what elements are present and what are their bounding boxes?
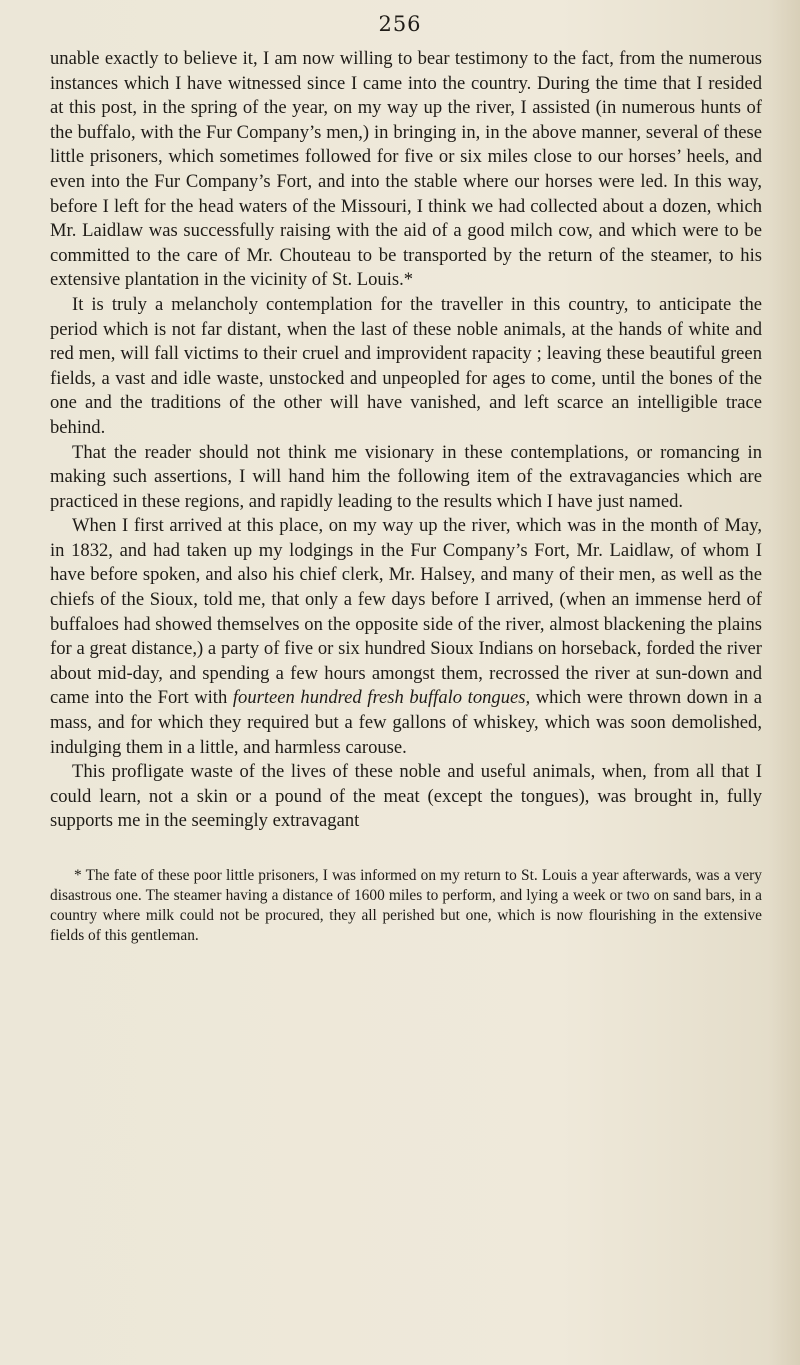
paragraph-4 [50,514,762,760]
paragraph-4-italic-text: fourteen hundred fresh buffalo tongues, [232,687,531,709]
paragraph-4-text-after: which were thrown down in a mass, and for which they required but a few gallons of whiskey, which was soon demolished, indulging them in a little, and harmless carouse. [50,687,762,758]
footnote: * The fate of these poor little prisoners, I was informed on my return to St. Louis a year afterwards, was a very disastrous one. The steamer having a distance of 1600 miles to perform, and lying a week or two on sand bars, in a country where milk could not be procured, they all perished but one, which is now flourishing in the extensive fields of this gentleman. [50,867,762,944]
page-number: 256 [378,12,422,36]
paragraph-4-text-before: When I first arrived at this place, on my way up the river, which was in the month of May, in 1832, and had taken up my lodgings in the Fur Company’s Fort, Mr. Laidlaw, of whom I have before spoken, and also his chief clerk, Mr. Halsey, and many of their men, as well as the chiefs of the Sioux, told me, that only a few days before I arrived, (when an immense herd of buffaloes had showed themselves on the opposite side of the river, almost blackening the plains for a great distance,) a party of five or six hundred Sioux Indians on horseback, forded the river about mid-day, and spending a few hours amongst them, recrossed the river at sun-down and came into the Fort with [50,515,762,709]
paragraph-3: That the reader should not think me visionary in these contemplations, or romancing in making such assertions, I will hand him the following item of the extravagancies which are practiced in these regions, and rapidly leading to the results which I have just named. [50,441,762,512]
paragraph-5: This profligate waste of the lives of these noble and useful animals, when, from all that I could learn, not a skin or a pound of the meat (except the tongues), was brought in, fully supports me in the seemingly extravagant [50,761,762,832]
page-body [50,47,762,961]
paragraph-1: unable exactly to believe it, I am now willing to bear testimony to the fact, from the numerous instances which I have witnessed since I came into the country. During the time that I resided at this post, in the spring of the year, on my way up the river, I assisted (in numerous hunts of the buffalo, with the Fur Company’s men,) in bringing in, in the above manner, several of these little prisoners, which sometimes followed for five or six miles close to our horses’ heels, and even into the Fur Company’s Fort, and into the stable where our horses were led. In this way, before I left for the head waters of the Missouri, I think we had collected about a dozen, which Mr. Laidlaw was successfully raising with the aid of a good milch cow, and which were to be committed to the care of Mr. Chouteau to be transported by the return of the steamer, to his extensive plantation in the vicinity of St. Louis.* [50,48,762,291]
paragraph-2: It is truly a melancholy contemplation for the traveller in this country, to anticipate the period which is not far distant, when the last of these noble animals, at the hands of white and red men, will fall victims to their cruel and improvident rapacity ; leaving these beautiful green fields, a vast and idle waste, unstocked and unpeopled for ages to come, until the bones of the one and the traditions of the other will have vanished, and left scarce an intelligible trace behind. [50,293,762,438]
